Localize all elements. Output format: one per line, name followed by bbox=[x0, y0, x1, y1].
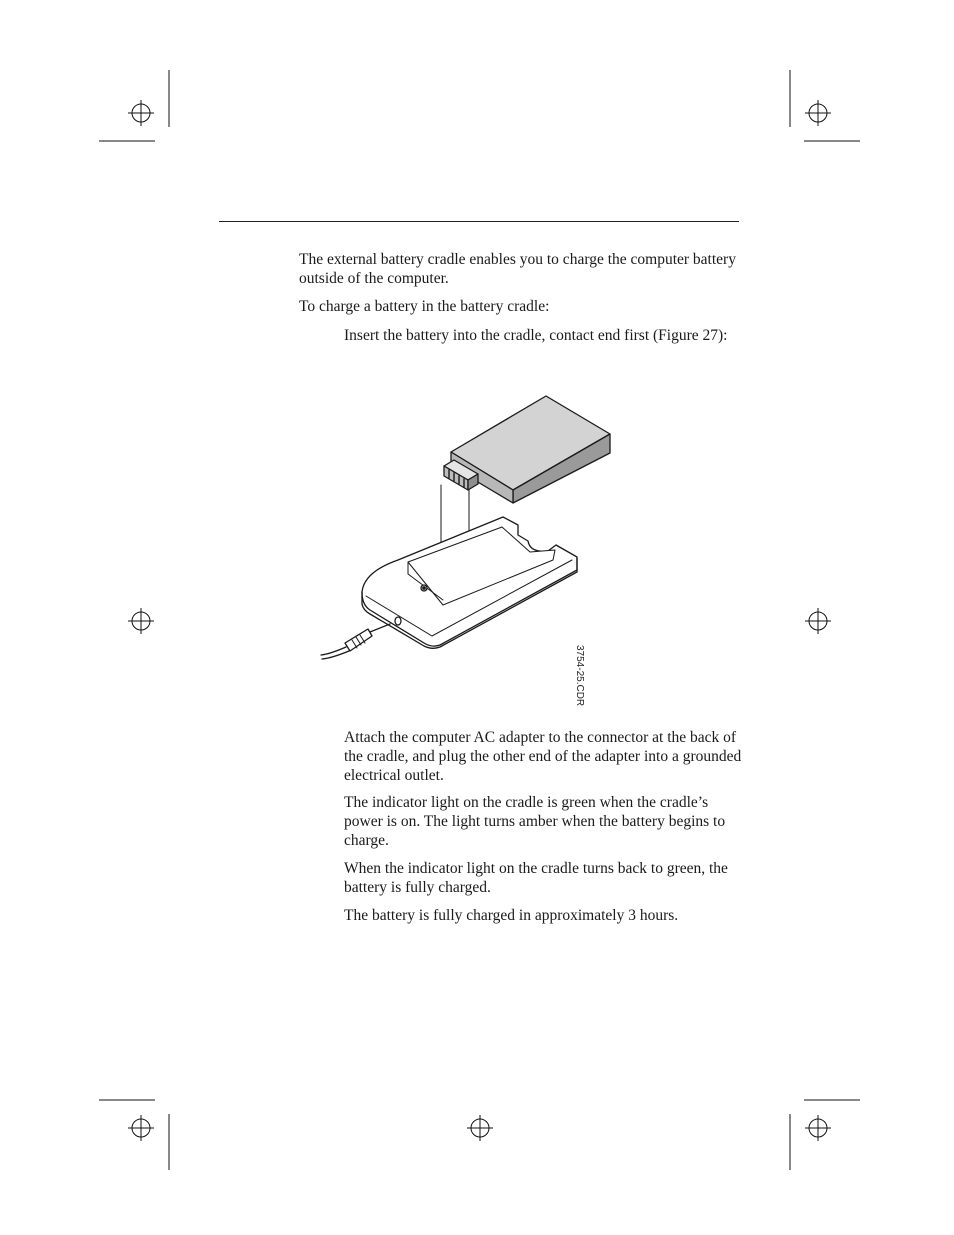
fully-charged-note: When the indicator light on the cradle turns back to green, the battery is fully charged. bbox=[344, 860, 728, 896]
cradle-illustration bbox=[362, 517, 577, 648]
intro-paragraph: The external battery cradle enables you to charge the computer battery outside of the computer. bbox=[299, 251, 736, 287]
header-rule bbox=[219, 221, 739, 222]
registration-target-top-right bbox=[805, 100, 831, 126]
indicator-light-note: The indicator light on the cradle is green when the cradle’s power is on. The light turns amber when the battery begins to charge. bbox=[344, 794, 726, 849]
battery-illustration bbox=[444, 396, 610, 503]
power-connector bbox=[395, 617, 401, 625]
registration-target-bottom-right bbox=[805, 1115, 831, 1141]
step-attach-adapter: Attach the computer AC adapter to the connector at the back of the cradle, and plug the other end of the adapter into a grounded electrical outlet. bbox=[344, 729, 742, 784]
battery-cradle-illustration bbox=[300, 380, 660, 690]
registration-target-bottom-center bbox=[467, 1115, 493, 1141]
step-insert-battery: Insert the battery into the cradle, contact end first (Figure 27): bbox=[344, 327, 728, 344]
figure-file-label: 3754-25.CDR bbox=[574, 645, 585, 707]
charge-time-note: The battery is fully charged in approximately 3 hours. bbox=[344, 907, 679, 924]
ac-adapter-plug bbox=[321, 624, 390, 659]
registration-target-mid-right bbox=[805, 608, 831, 634]
registration-target-bottom-left bbox=[128, 1115, 154, 1141]
lead-paragraph: To charge a battery in the battery cradle: bbox=[299, 298, 550, 315]
registration-target-top-left bbox=[128, 100, 154, 126]
registration-target-mid-left bbox=[128, 608, 154, 634]
